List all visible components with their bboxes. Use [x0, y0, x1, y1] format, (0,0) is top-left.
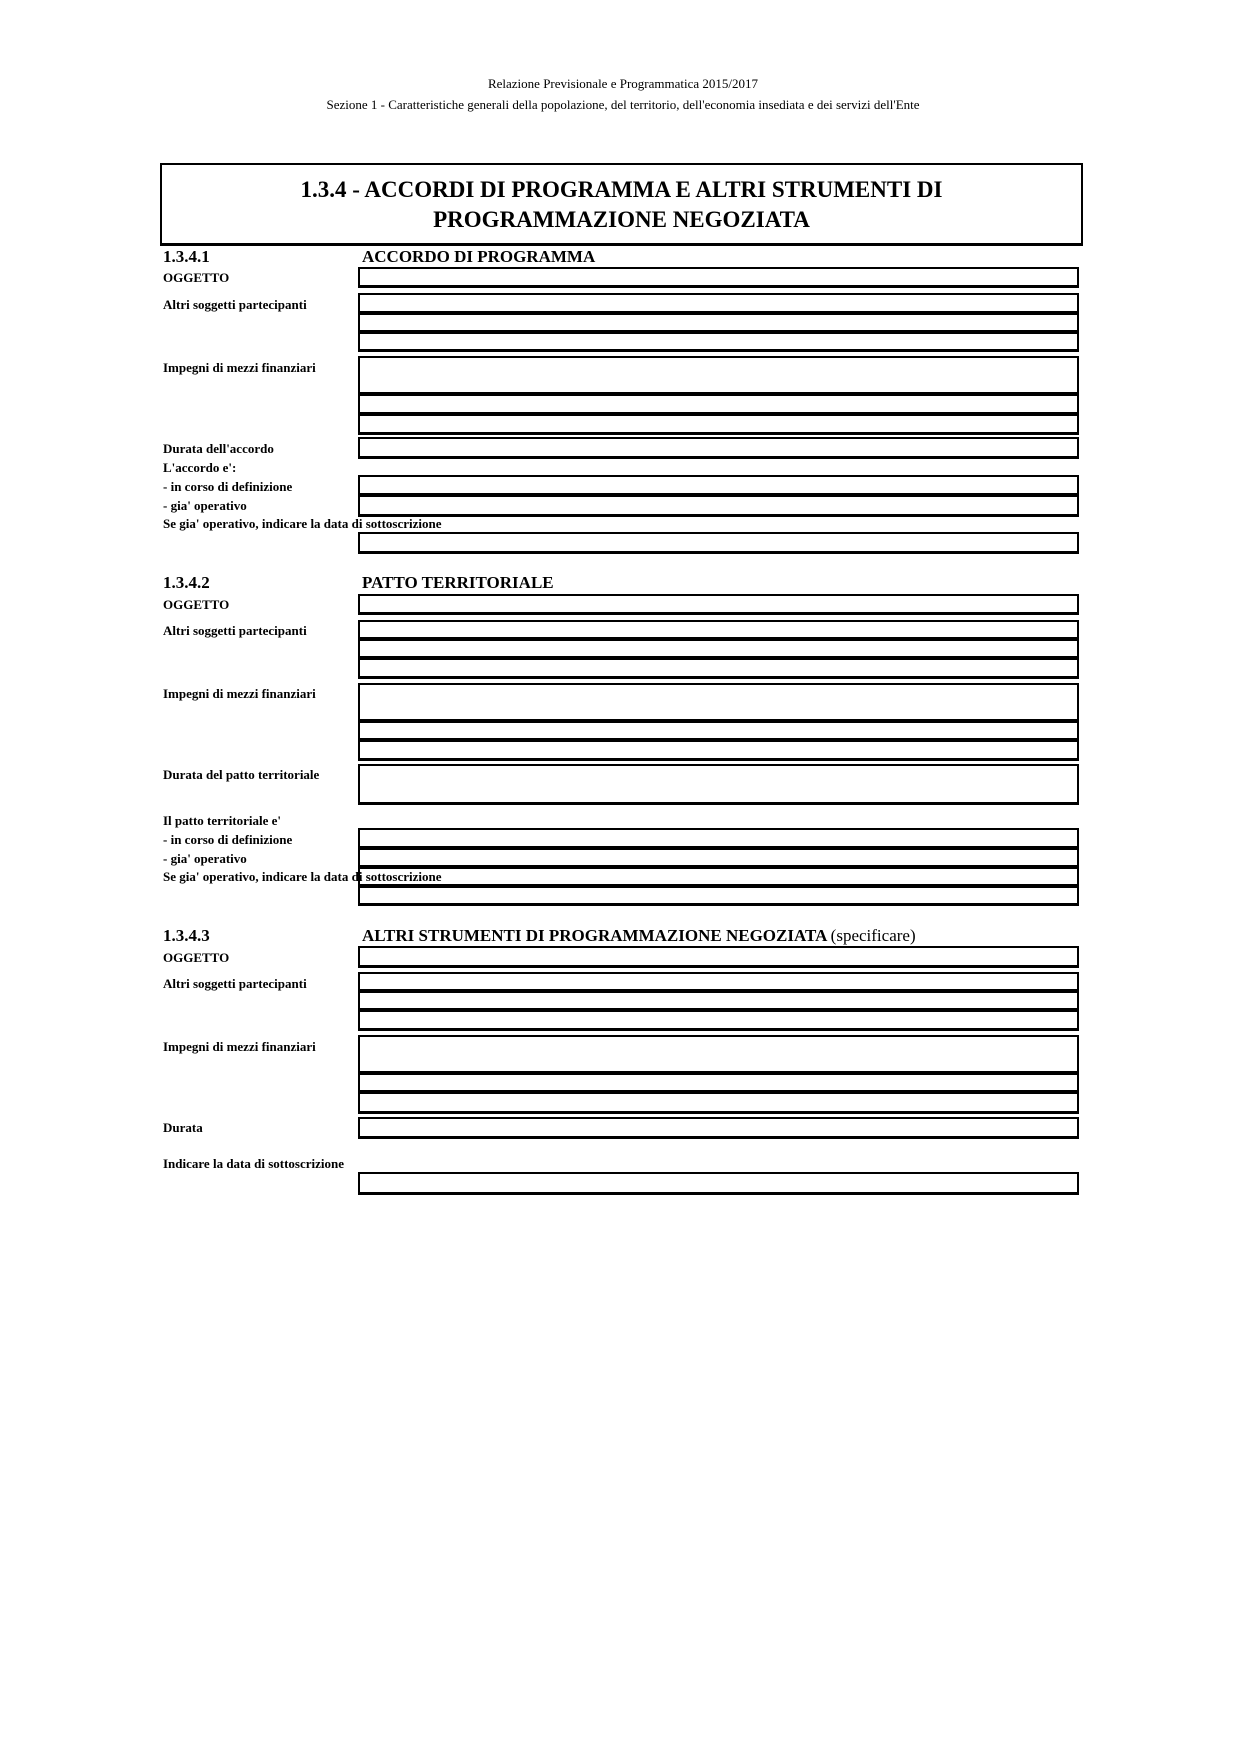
s2-impegni-label: Impegni di mezzi finanziari	[163, 686, 316, 701]
s1-stato-label: L'accordo e':	[163, 460, 237, 475]
s1-altri-field-1[interactable]	[358, 293, 1079, 314]
s2-data-sottoscrizione-field[interactable]	[358, 886, 1079, 906]
page-title-line-2: PROGRAMMAZIONE NEGOZIATA	[433, 207, 810, 232]
section-2-heading: PATTO TERRITORIALE	[362, 573, 554, 592]
header-line-1: Relazione Previsionale e Programmatica 2015/2017	[487, 76, 759, 91]
s3-altri-label: Altri soggetti partecipanti	[163, 976, 307, 991]
section-1-heading: ACCORDO DI PROGRAMMA	[362, 247, 596, 266]
section-2-number: 1.3.4.2	[163, 573, 210, 592]
s3-oggetto-label: OGGETTO	[163, 950, 230, 965]
s1-in-corso-label: - in corso di definizione	[163, 479, 293, 494]
section-3-heading-text: ALTRI STRUMENTI DI PROGRAMMAZIONE NEGOZIATA	[362, 926, 827, 945]
s3-durata-label: Durata	[163, 1120, 203, 1135]
s3-data-sottoscrizione-label: Indicare la data di sottoscrizione	[163, 1156, 345, 1171]
s1-impegni-field-2[interactable]	[358, 394, 1079, 415]
s2-durata-field[interactable]	[358, 764, 1079, 805]
section-3-number: 1.3.4.3	[163, 926, 210, 945]
s3-oggetto-field[interactable]	[358, 946, 1079, 968]
page-title-line-1: 1.3.4 - ACCORDI DI PROGRAMMA E ALTRI STRUMENTI DI	[300, 177, 943, 202]
s3-data-sottoscrizione-field[interactable]	[358, 1172, 1079, 1195]
s2-gia-operativo-label: - gia' operativo	[163, 851, 247, 866]
s2-gia-operativo-field[interactable]	[358, 848, 1079, 868]
s3-impegni-field-1[interactable]	[358, 1035, 1079, 1074]
s1-gia-operativo-label: - gia' operativo	[163, 498, 247, 513]
s2-altri-field-1[interactable]	[358, 620, 1079, 640]
s1-in-corso-field[interactable]	[358, 475, 1079, 496]
s1-impegni-label: Impegni di mezzi finanziari	[163, 360, 316, 375]
s3-altri-field-1[interactable]	[358, 972, 1079, 992]
s3-impegni-field-2[interactable]	[358, 1073, 1079, 1093]
s2-extra-field[interactable]	[358, 867, 1079, 887]
s2-impegni-field-3[interactable]	[358, 740, 1079, 761]
s1-altri-field-2[interactable]	[358, 313, 1079, 333]
s2-impegni-field-1[interactable]	[358, 683, 1079, 722]
s1-durata-field[interactable]	[358, 437, 1079, 459]
header-line-2: Sezione 1 - Caratteristiche generali della popolazione, del territorio, dell'economia insediata e dei servizi dell'Ente	[326, 97, 920, 112]
s2-oggetto-field[interactable]	[358, 594, 1079, 615]
section-3-heading	[362, 926, 916, 946]
s1-data-sottoscrizione-field[interactable]	[358, 532, 1079, 554]
s2-stato-label: Il patto territoriale e'	[163, 813, 282, 828]
s3-impegni-label: Impegni di mezzi finanziari	[163, 1039, 316, 1054]
s1-altri-field-3[interactable]	[358, 332, 1079, 352]
s3-altri-field-3[interactable]	[358, 1010, 1079, 1031]
s2-impegni-field-2[interactable]	[358, 721, 1079, 741]
s1-impegni-field-1[interactable]	[358, 356, 1079, 395]
s1-durata-label: Durata dell'accordo	[163, 441, 274, 456]
s1-data-sottoscrizione-label: Se gia' operativo, indicare la data di sottoscrizione	[163, 516, 442, 531]
s2-oggetto-label: OGGETTO	[163, 597, 230, 612]
s2-in-corso-label: - in corso di definizione	[163, 832, 293, 847]
s2-altri-label: Altri soggetti partecipanti	[163, 623, 307, 638]
s2-in-corso-field[interactable]	[358, 828, 1079, 849]
section-3-heading-note: (specificare)	[830, 926, 916, 945]
s3-durata-field[interactable]	[358, 1117, 1079, 1139]
s2-altri-field-3[interactable]	[358, 658, 1079, 679]
s1-altri-label: Altri soggetti partecipanti	[163, 297, 307, 312]
s2-altri-field-2[interactable]	[358, 639, 1079, 659]
s1-impegni-field-3[interactable]	[358, 414, 1079, 435]
section-1-number: 1.3.4.1	[163, 247, 210, 266]
s1-oggetto-field[interactable]	[358, 267, 1079, 288]
s1-oggetto-label: OGGETTO	[163, 270, 230, 285]
page-title-box	[160, 163, 1083, 246]
s1-gia-operativo-field[interactable]	[358, 495, 1079, 517]
s2-durata-label: Durata del patto territoriale	[163, 767, 320, 782]
s3-altri-field-2[interactable]	[358, 991, 1079, 1011]
s2-data-sottoscrizione-label: Se gia' operativo, indicare la data di sottoscrizione	[163, 869, 442, 884]
s3-impegni-field-3[interactable]	[358, 1092, 1079, 1114]
